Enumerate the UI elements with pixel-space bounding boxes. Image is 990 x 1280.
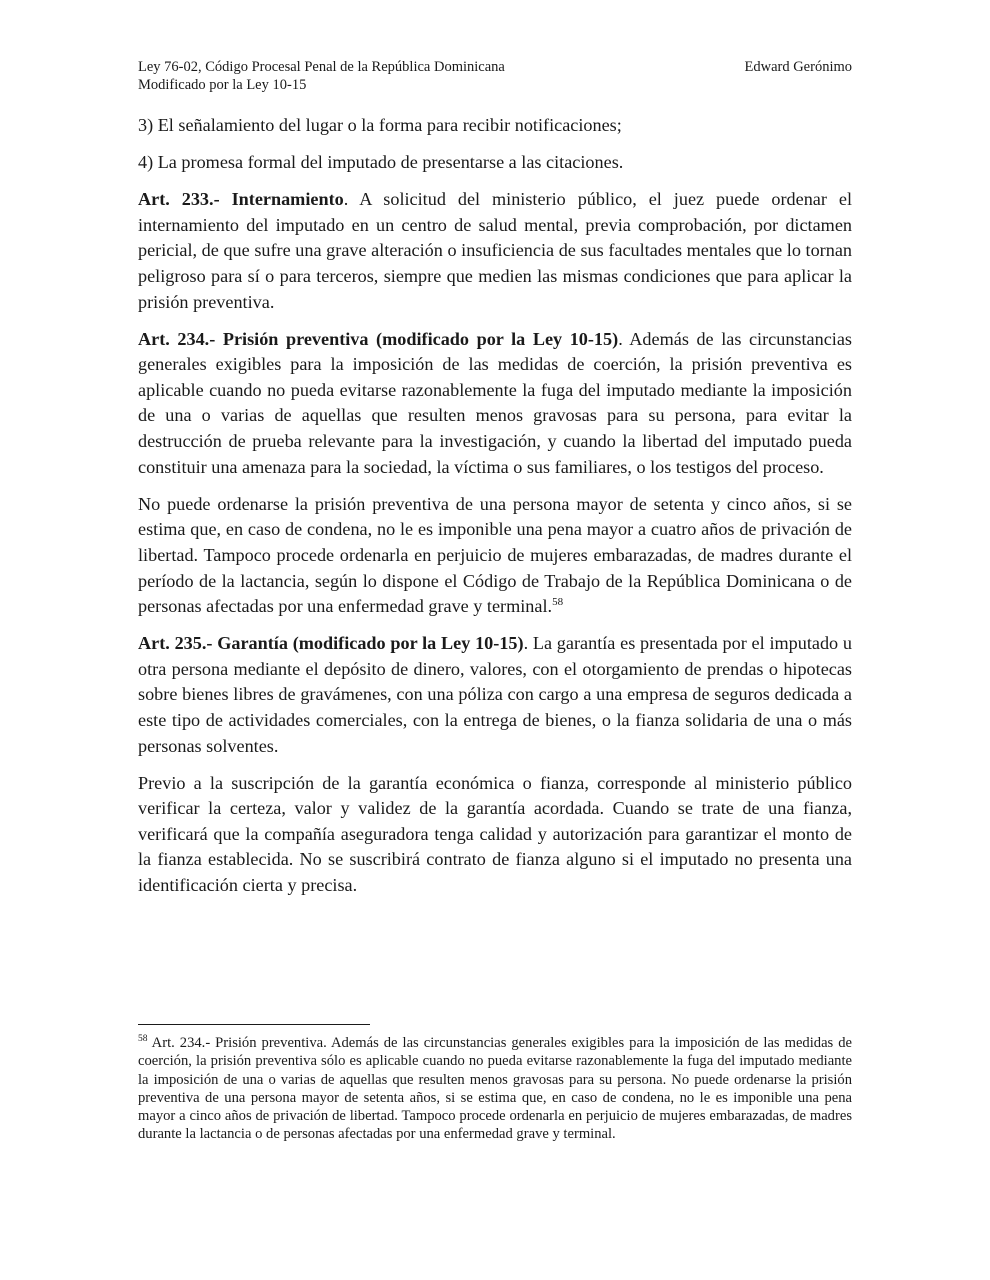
paragraph-art-234-continued	[138, 492, 852, 620]
page-header	[138, 58, 852, 94]
art-234-continued-text: No puede ordenarse la prisión preventiva de una persona mayor de setenta y cinco años, si se estima que, en caso de condena, no le es imponible una pena mayor a cuatro años de privación de libertad. Tampoco procede ordenarla en perjuicio de mujeres embarazadas, de madres durante el período de la lactancia, según lo dispone el Código de Trabajo de la República Dominicana o de personas afectadas por una enfermedad grave y terminal.	[138, 493, 852, 617]
header-subtitle: Modificado por la Ley 10-15	[138, 77, 307, 93]
art-234-heading: Art. 234.- Prisión preventiva (modificado por la Ley 10-15)	[138, 328, 619, 349]
art-234-text: . Además de las circunstancias generales exigibles para la imposición de las medidas de coerción, la prisión preventiva es aplicable cuando no pueda evitarse razonablemente la fuga del imputado mediante la imposición de una o varias de aquellas que resulten menos gravosas para su persona, para evitar la destrucción de prueba relevante para la investigación, y cuando la libertad del imputado pueda constituir una amenaza para la sociedad, la víctima o sus familiares, o los testigos del proceso.	[138, 328, 852, 477]
footnote-number: 58	[138, 1034, 148, 1045]
paragraph-art-233	[138, 187, 852, 315]
art-233-heading: Art. 233.- Internamiento	[138, 189, 344, 210]
body-text	[138, 113, 852, 910]
art-235-text: . La garantía es presentada por el imputado u otra persona mediante el depósito de dinero, valores, con el otorgamiento de prendas o hipotecas sobre bienes libres de gravámenes, con una póliza con cargo a una empresa de seguros dedicada a este tipo de actividades comerciales, con la entrega de bienes, o la fianza solidaria de una o más personas solventes.	[138, 633, 852, 756]
footnote	[138, 1034, 852, 1144]
paragraph-item-3: 3) El señalamiento del lugar o la forma para recibir notificaciones;	[138, 115, 622, 135]
paragraph-art-235	[138, 631, 852, 759]
art-235-heading: Art. 235.- Garantía (modificado por la Ley 10-15)	[138, 633, 524, 654]
footnote-separator	[138, 1024, 370, 1025]
header-title: Ley 76-02, Código Procesal Penal de la República Dominicana	[138, 59, 505, 75]
header-author: Edward Gerónimo	[744, 59, 852, 75]
footnote-reference[interactable]: 58	[552, 596, 564, 609]
art-233-text: . A solicitud del ministerio público, el juez puede ordenar el internamiento del imputado en un centro de salud mental, previa comprobación, por dictamen pericial, de que sufre una grave alteración o insuficiencia de sus facultades mentales que lo tornan peligroso para sí o para terceros, siempre que medien las mismas condiciones que para aplicar la prisión preventiva.	[138, 189, 852, 312]
paragraph-art-234	[138, 327, 852, 481]
paragraph-art-235-continued: Previo a la suscripción de la garantía económica o fianza, corresponde al ministerio público verificar la certeza, valor y validez de la garantía acordada. Cuando se trate de una fianza, verificará que la compañía aseguradora tenga calidad y autorización para garantizar el monto de la fianza establecida. No se suscribirá contrato de fianza alguno si el imputado no presenta una identificación cierta y precisa.	[138, 772, 852, 896]
paragraph-item-4: 4) La promesa formal del imputado de presentarse a las citaciones.	[138, 152, 624, 173]
footnote-text: Art. 234.- Prisión preventiva. Además de las circunstancias generales exigibles para la imposición de las medidas de coerción, la prisión preventiva sólo es aplicable cuando no pueda evitarse razonablemente la fuga del imputado mediante la imposición de una o varias de aquellas que resulten menos gravosas para su persona. No puede ordenarse la prisión preventiva de una persona mayor de setenta años, si se estima que, en caso de condena, no le es imponible una pena mayor a cinco años de privación de libertad. Tampoco procede ordenarla en perjuicio de mujeres embarazadas, de madres durante la lactancia o de personas afectadas por una enfermedad grave y terminal.	[138, 1035, 852, 1143]
